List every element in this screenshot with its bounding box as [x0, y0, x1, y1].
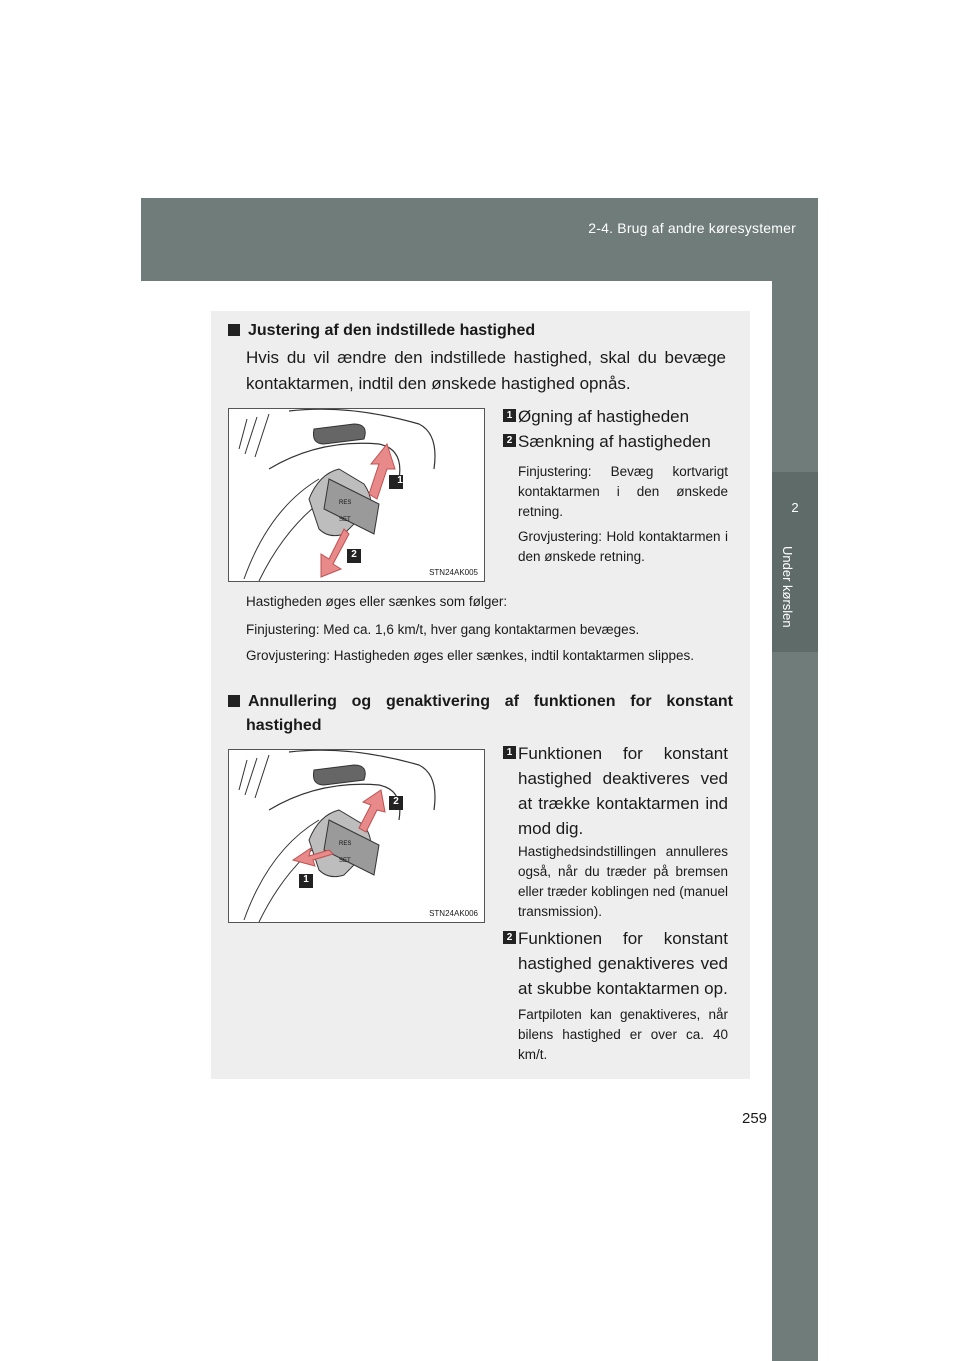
callout-2: 2	[393, 796, 399, 807]
chapter-title: 2-4. Brug af andre køresystemer	[588, 220, 796, 236]
figure-lever-adjust	[228, 408, 485, 582]
svg-text:SET: SET	[339, 517, 351, 523]
callout-2: 2	[351, 549, 357, 560]
page-number: 259	[742, 1110, 768, 1127]
marker-1-icon: 1	[503, 409, 516, 422]
list-item: 2 Funktionen for konstant hastighed genaktiveres ved at skubbe kontaktarmen op.	[503, 926, 728, 1001]
svg-text:RES: RES	[339, 500, 352, 506]
marker-2-icon: 2	[503, 931, 516, 944]
side-tab-label: Under kørslen	[780, 546, 795, 628]
section2-heading: Annullering og genaktivering af funktionen for konstant	[228, 690, 733, 714]
svg-text:SET: SET	[339, 858, 351, 864]
list-item: 1 Funktionen for konstant hastighed deaktiveres ved at trække kontaktarmen ind mod dig.	[503, 741, 728, 841]
note-fine: Finjustering: Bevæg kortvarigt kontaktarmen i den ønskede retning.	[518, 464, 728, 519]
side-tab-number: 2	[791, 500, 799, 515]
marker-1-icon: 1	[503, 746, 516, 759]
bullet-square-icon	[228, 324, 240, 336]
figure-lever-cancel	[228, 749, 485, 923]
svg-text:RES: RES	[339, 841, 352, 847]
section1-heading: Justering af den indstillede hastighed	[228, 319, 535, 343]
paragraph: Hastigheden øges eller sænkes som følger:	[246, 594, 508, 609]
section1-intro: Hvis du vil ændre den indstillede hastighed, skal du bevæge kontaktarmen, indtil den ønskede hastighed opnås.	[246, 348, 726, 393]
figure-code: STN24AK006	[429, 909, 478, 918]
side-tab	[772, 281, 818, 1361]
note-cancel: Hastighedsindstillingen annulleres også, når du træder på bremsen eller træder koblingen ned (manuel transmission).	[518, 844, 728, 919]
callout-1: 1	[303, 874, 309, 885]
note-coarse: Grovjustering: Hold kontaktarmen i den ønskede retning.	[518, 529, 728, 564]
bullet-square-icon	[228, 695, 240, 707]
paragraph: Finjustering: Med ca. 1,6 km/t, hver gang kontaktarmen bevæges.	[246, 622, 640, 637]
callout-1: 1	[397, 475, 403, 486]
chapter-header	[141, 198, 818, 281]
figure-code: STN24AK005	[429, 568, 478, 577]
lever-illustration	[229, 750, 485, 923]
side-tab-highlight	[772, 472, 818, 652]
section2-heading-cont: hastighed	[246, 717, 322, 734]
marker-2-icon: 2	[503, 434, 516, 447]
note-resume: Fartpiloten kan genaktiveres, når bilens hastighed er over ca. 40 km/t.	[518, 1007, 728, 1062]
paragraph: Grovjustering: Hastigheden øges eller sænkes, indtil kontaktarmen slippes.	[246, 648, 694, 663]
